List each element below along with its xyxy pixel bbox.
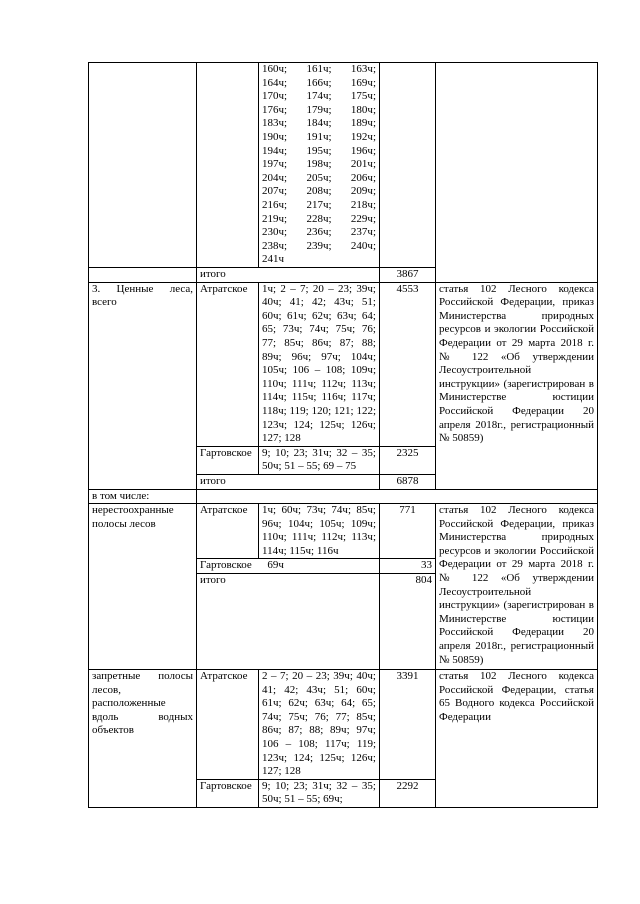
itogo-value: 804 <box>380 574 436 670</box>
quarters-cell: 2 – 7; 20 – 23; 39ч; 40ч; 41; 42; 43ч; 51; 60ч; 61ч; 62ч; 63ч; 64; 65; 74ч; 75ч; 76; 77; 85ч; 86ч; 87; 88; 89ч; 97ч; 106 – 108; 117ч; 119; 123ч; 124; 125ч; 126ч; 127; 128 <box>259 670 380 780</box>
forestry-cell: Гартовское <box>197 779 259 807</box>
quarter-item: 238ч; <box>262 239 288 252</box>
quarter-item: 241ч <box>262 253 285 266</box>
quarter-item: 196ч; <box>350 144 376 157</box>
quarters-cell: 9; 10; 23; 31ч; 32 – 35; 50ч; 51 – 55; 69ч; <box>259 779 380 807</box>
quarter-item: 204ч; <box>262 171 288 184</box>
quarter-item: 206ч; <box>350 171 376 184</box>
area-cell: 3391 <box>380 670 436 780</box>
category-cell <box>89 63 197 268</box>
quarter-item: 217ч; <box>306 198 332 211</box>
quarter-item: 194ч; <box>262 144 288 157</box>
basis-cell: статья 102 Лесного кодекса Российской Федерации, статья 65 Водного кодекса Российской Федерации <box>436 670 598 808</box>
area-cell <box>380 63 436 268</box>
including-label: в том числе: <box>89 489 197 504</box>
category-cell: запретные полосы лесов, расположенные вдоль водных объектов <box>89 670 197 808</box>
quarter-item: 190ч; <box>262 130 288 143</box>
quarters-text: 69ч <box>267 559 284 572</box>
quarter-item: 184ч; <box>306 117 332 130</box>
area-cell: 4553 <box>380 282 436 446</box>
category-cell: 3. Ценные леса, всего <box>89 282 197 489</box>
quarter-item: 189ч; <box>350 117 376 130</box>
quarter-item: 216ч; <box>262 198 288 211</box>
quarter-item: 229ч; <box>350 212 376 225</box>
forestry-cell: Атратское <box>197 670 259 780</box>
quarter-item: 197ч; <box>262 158 288 171</box>
quarter-item: 205ч; <box>306 171 332 184</box>
quarters-cell: 1ч; 2 – 7; 20 – 23; 39ч; 40ч; 41; 42; 43ч; 51; 60ч; 61ч; 62ч; 63ч; 64; 65; 73ч; 74ч; 75ч; 76; 77; 85ч; 86ч; 87; 88; 89ч; 96ч; 97ч; 104ч; 105ч; 106 – 108; 109ч; 110ч; 111ч; 112ч; 113ч; 114ч; 115ч; 116ч; 117ч; 118ч; 119; 120; 121; 122; 123ч; 124; 125ч; 126ч; 127; 128 <box>259 282 380 446</box>
forestry-quarters-cell <box>197 559 380 574</box>
quarter-item: 198ч; <box>306 158 332 171</box>
table-row <box>89 63 598 268</box>
forestry-name: Гартовское <box>200 559 252 572</box>
quarter-item: 236ч; <box>306 226 332 239</box>
quarter-item: 218ч; <box>350 198 376 211</box>
itogo-value: 6878 <box>380 474 436 489</box>
forestry-cell: Гартовское <box>197 446 259 474</box>
quarters-cell: 1ч; 60ч; 73ч; 74ч; 85ч; 96ч; 104ч; 105ч; 109ч; 110ч; 111ч; 112ч; 113ч; 114ч; 115ч; 116ч <box>259 504 380 559</box>
basis-cell: статья 102 Лесного кодекса Российской Федерации, приказ Министерства природных ресурсов и экологии Российской Федерации от 29 марта 2018 г. № 122 «Об утверждении Лесоустроительной инструкции» (зарегистрирован в Министерстве юстиции Российской Федерации 20 апреля 2018г., регистрационный № 50859) <box>436 282 598 489</box>
area-cell: 771 <box>380 504 436 559</box>
quarter-item: 164ч; <box>262 76 288 89</box>
itogo-label: итого <box>197 574 380 670</box>
itogo-label: итого <box>197 268 380 283</box>
quarter-item: 169ч; <box>350 76 376 89</box>
quarter-item: 195ч; <box>306 144 332 157</box>
quarter-item: 191ч; <box>306 130 332 143</box>
forestry-cell: Атратское <box>197 504 259 559</box>
itogo-value: 3867 <box>380 268 436 283</box>
forestry-cell <box>197 63 259 268</box>
table-row <box>89 282 598 446</box>
quarter-item: 240ч; <box>350 239 376 252</box>
quarter-item: 163ч; <box>350 63 376 75</box>
quarter-item: 228ч; <box>306 212 332 225</box>
empty-cell <box>197 489 598 504</box>
quarter-item: 180ч; <box>350 103 376 116</box>
quarters-cell <box>259 63 380 268</box>
table-row <box>89 670 598 780</box>
quarter-item: 208ч; <box>306 185 332 198</box>
itogo-label: итого <box>197 474 380 489</box>
quarter-item: 175ч; <box>350 90 376 103</box>
quarter-item: 219ч; <box>262 212 288 225</box>
category-cell <box>89 268 197 283</box>
quarters-cell: 9; 10; 23; 31ч; 32 – 35; 50ч; 51 – 55; 69 – 75 <box>259 446 380 474</box>
category-cell: нерестоохранные полосы лесов <box>89 504 197 670</box>
quarter-item: 166ч; <box>306 76 332 89</box>
quarter-item: 183ч; <box>262 117 288 130</box>
basis-cell <box>436 63 598 283</box>
quarter-item: 192ч; <box>350 130 376 143</box>
quarter-item: 207ч; <box>262 185 288 198</box>
quarter-item: 201ч; <box>350 158 376 171</box>
quarter-item: 174ч; <box>306 90 332 103</box>
table-row <box>89 489 598 504</box>
quarter-item: 179ч; <box>306 103 332 116</box>
area-cell: 2325 <box>380 446 436 474</box>
quarter-item: 209ч; <box>350 185 376 198</box>
quarter-item: 239ч; <box>306 239 332 252</box>
quarter-item: 230ч; <box>262 226 288 239</box>
basis-cell: статья 102 Лесного кодекса Российской Федерации, приказ Министерства природных ресурсов и экологии Российской Федерации от 29 марта 2018 г. № 122 «Об утверждении Лесоустроительной инструкции» (зарегистрирован в Министерстве юстиции Российской Федерации 20 апреля 2018г., регистрационный № 50859) <box>436 504 598 670</box>
quarter-list <box>262 63 376 267</box>
quarter-item: 176ч; <box>262 103 288 116</box>
area-cell: 33 <box>380 559 436 574</box>
quarter-item: 170ч; <box>262 90 288 103</box>
table-row <box>89 504 598 559</box>
quarter-item: 160ч; <box>262 63 288 75</box>
forestry-cell: Атратское <box>197 282 259 446</box>
area-cell: 2292 <box>380 779 436 807</box>
quarter-item: 237ч; <box>350 226 376 239</box>
quarter-item: 161ч; <box>306 63 332 75</box>
forest-table <box>88 62 598 808</box>
